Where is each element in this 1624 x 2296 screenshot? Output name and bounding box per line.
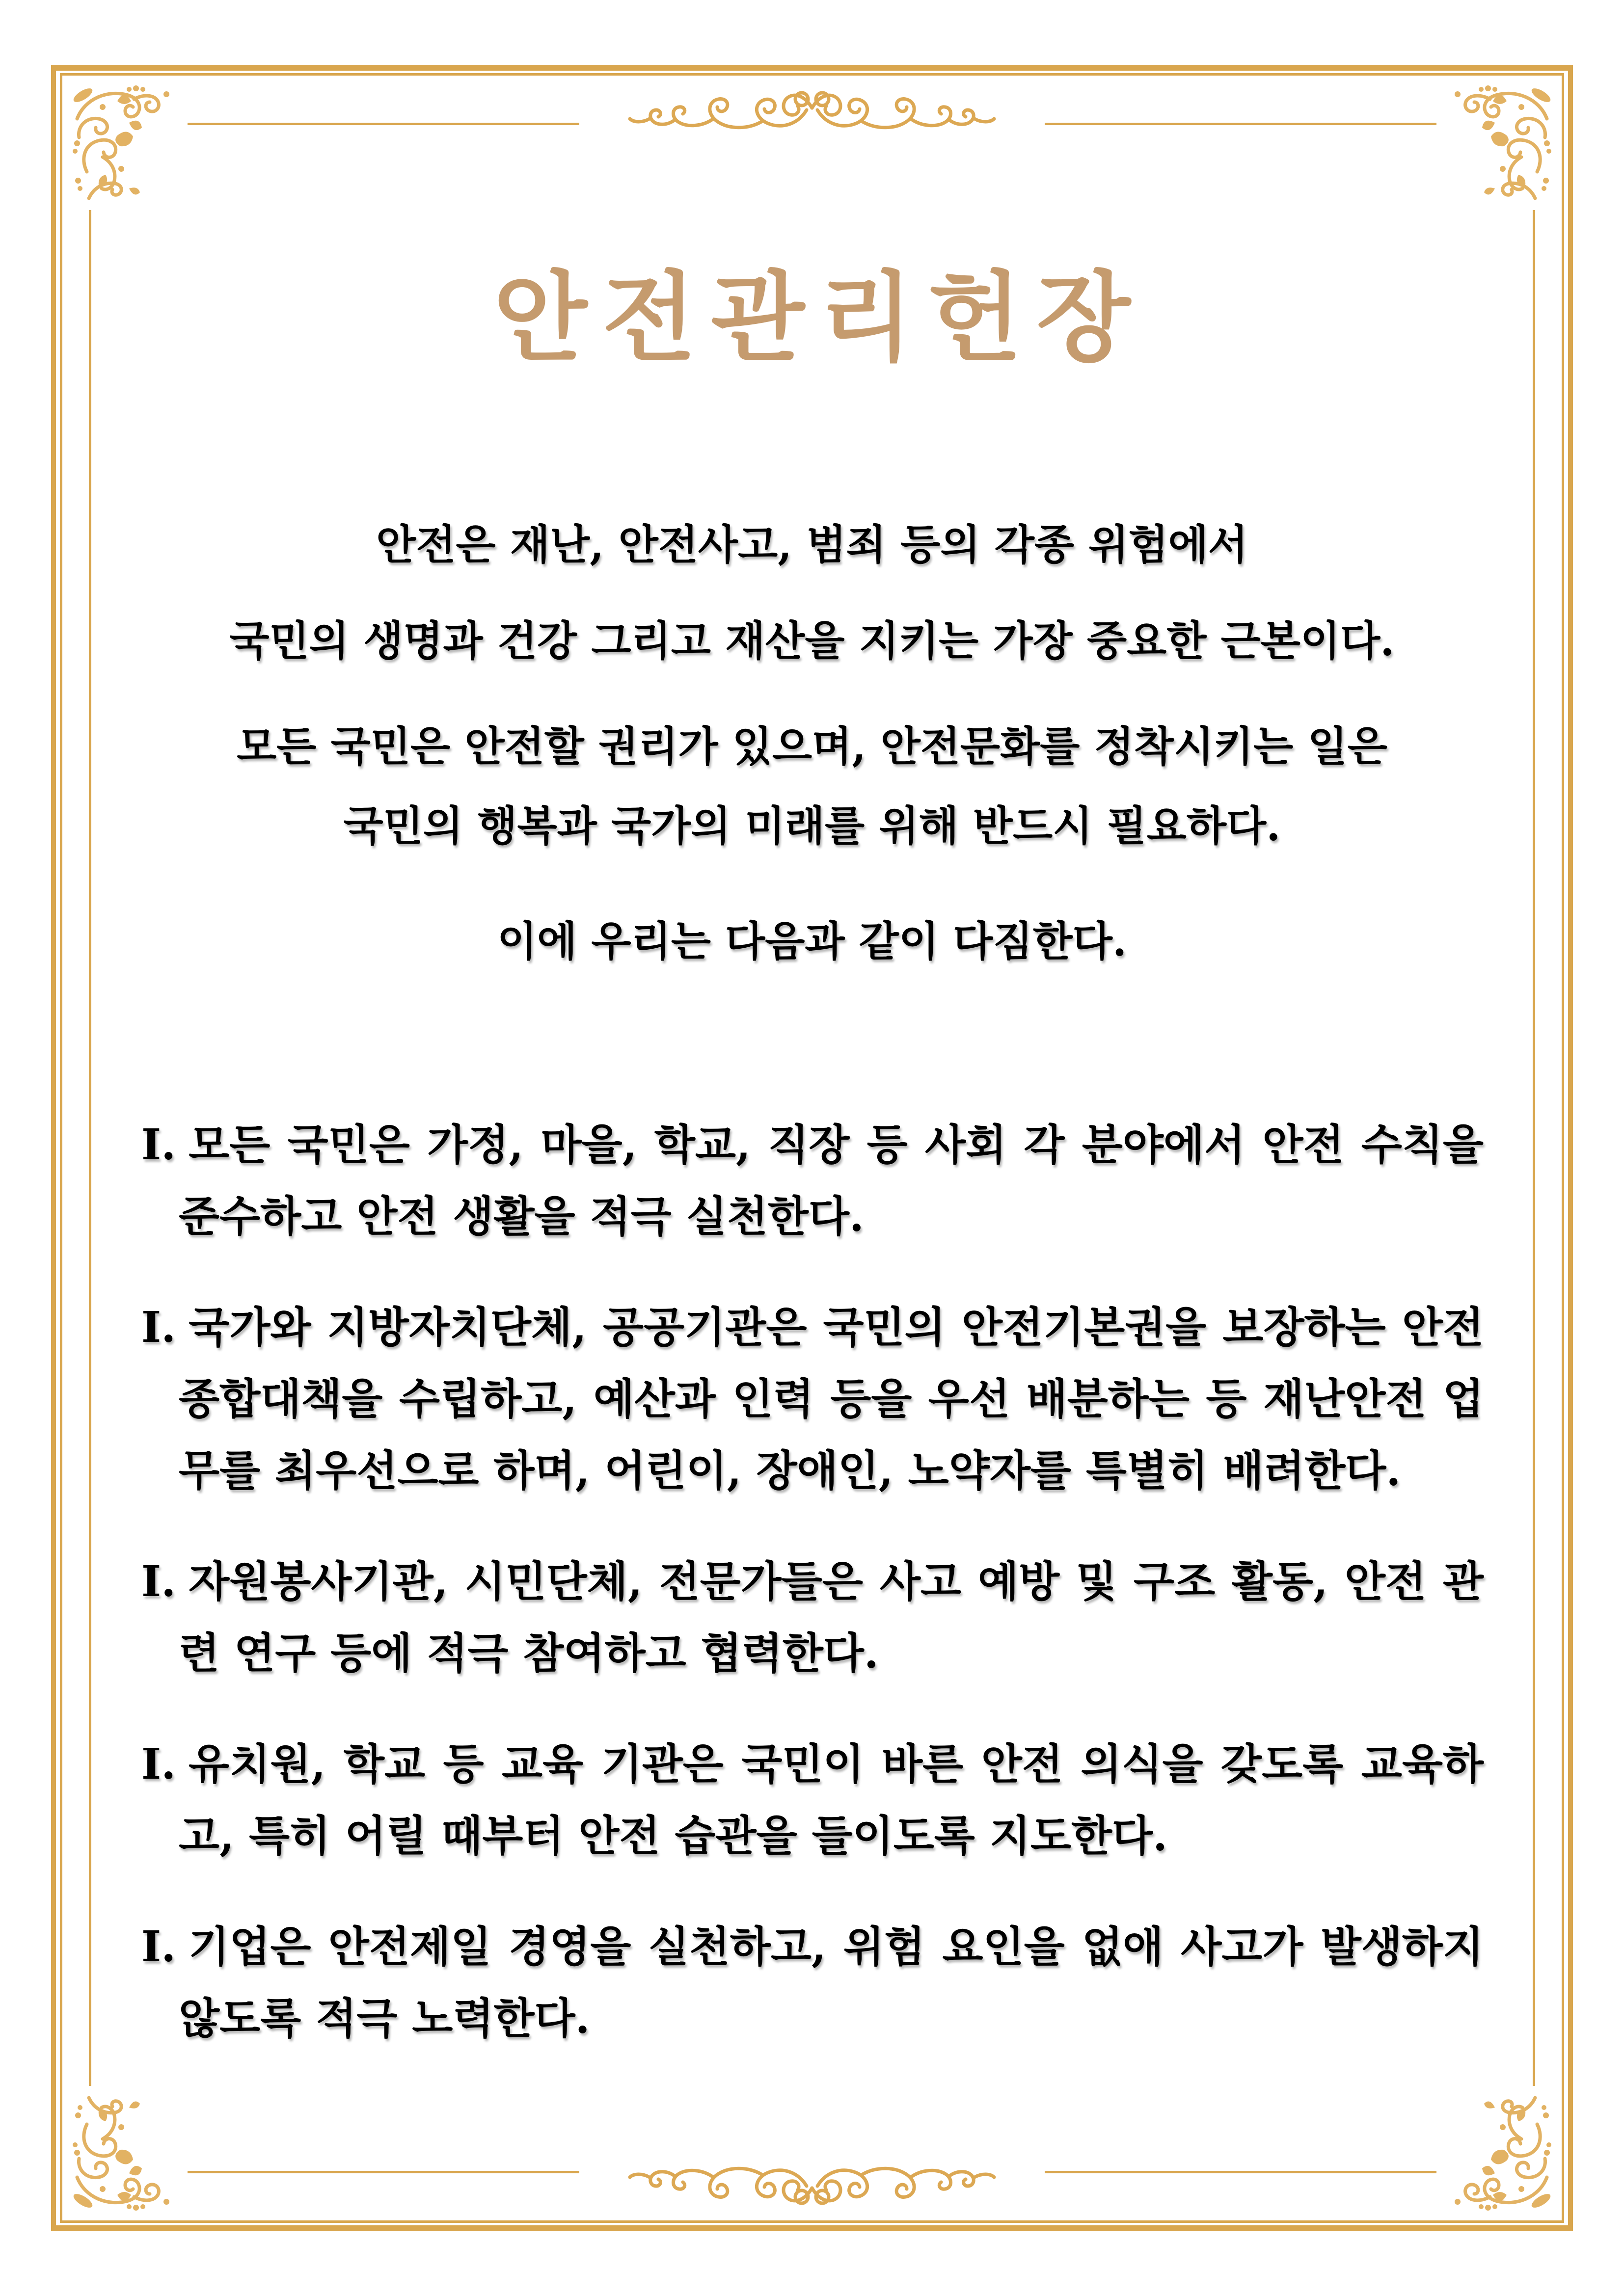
intro-paragraph-2: [98, 707, 1526, 866]
accent-line-bottom-left: [188, 2171, 579, 2173]
pledge-text: 유치원, 학교 등 교육 기관은 국민이 바른 안전 의식을 갖도록 교육하고, 특히 어릴 때부터 안전 습관을 들이도록 지도한다.: [179, 1739, 1484, 1861]
intro-line: 이에 우리는 다음과 같이 다짐한다.: [497, 917, 1127, 965]
pledge-item: [141, 1109, 1484, 1253]
pledge-item: [141, 1292, 1484, 1507]
divider-flourish-icon-bottom: [608, 2163, 1016, 2210]
pledge-marker: I.: [141, 1922, 176, 1972]
pledge-marker: I.: [141, 1739, 176, 1789]
intro-line: 국민의 행복과 국가의 미래를 위해 반드시 필요하다.: [343, 801, 1281, 850]
pledge-item: [141, 1729, 1484, 1872]
pledge-list: [141, 1109, 1484, 2094]
intro-line: 안전은 재난, 안전사고, 범죄 등의 각종 위험에서: [376, 520, 1248, 569]
intro-line: 모든 국민은 안전할 권리가 있으며, 안전문화를 정착시키는 일은: [237, 722, 1387, 771]
pledge-text: 자원봉사기관, 시민단체, 전문가들은 사고 예방 및 구조 활동, 안전 관련 연구 등에 적극 참여하고 협력한다.: [179, 1557, 1484, 1678]
pledge-marker: I.: [141, 1120, 176, 1170]
corner-flourish-icon-top-left: [70, 84, 183, 202]
accent-line-top-left: [188, 123, 579, 125]
accent-line-right: [1533, 210, 1535, 2086]
corner-flourish-icon-bottom-left: [70, 2094, 183, 2212]
pledge-text: 국가와 지방자치단체, 공공기관은 국민의 안전기본권을 보장하는 안전 종합대책을 수립하고, 예산과 인력 등을 우선 배분하는 등 재난안전 업무를 최우선으로 하며, 어린이, 장애인, 노약자를 특별히 배려한다.: [179, 1303, 1484, 1495]
pledge-item: [141, 1546, 1484, 1689]
intro-paragraph-3: [98, 912, 1526, 971]
pledge-text: 모든 국민은 가정, 마을, 학교, 직장 등 사회 각 분야에서 안전 수칙을 준수하고 안전 생활을 적극 실천한다.: [179, 1120, 1484, 1241]
corner-flourish-icon-top-right: [1441, 84, 1554, 202]
pledge-marker: I.: [141, 1303, 176, 1352]
accent-line-left: [89, 210, 91, 2086]
accent-line-top-right: [1045, 123, 1436, 125]
pledge-marker: I.: [141, 1557, 176, 1606]
accent-line-bottom-right: [1045, 2171, 1436, 2173]
page-title: 안전관리헌장: [493, 260, 1145, 374]
pledge-text: 기업은 안전제일 경영을 실천하고, 위험 요인을 없애 사고가 발생하지 않도록 적극 노력한다.: [179, 1922, 1484, 2043]
corner-flourish-icon-bottom-right: [1441, 2094, 1554, 2212]
intro-line: 국민의 생명과 건강 그리고 재산을 지키는 가장 중요한 근본이다.: [229, 616, 1395, 665]
divider-flourish-icon-top: [608, 86, 1016, 133]
pledge-item: [141, 1911, 1484, 2055]
intro-paragraph-1: [98, 497, 1526, 689]
